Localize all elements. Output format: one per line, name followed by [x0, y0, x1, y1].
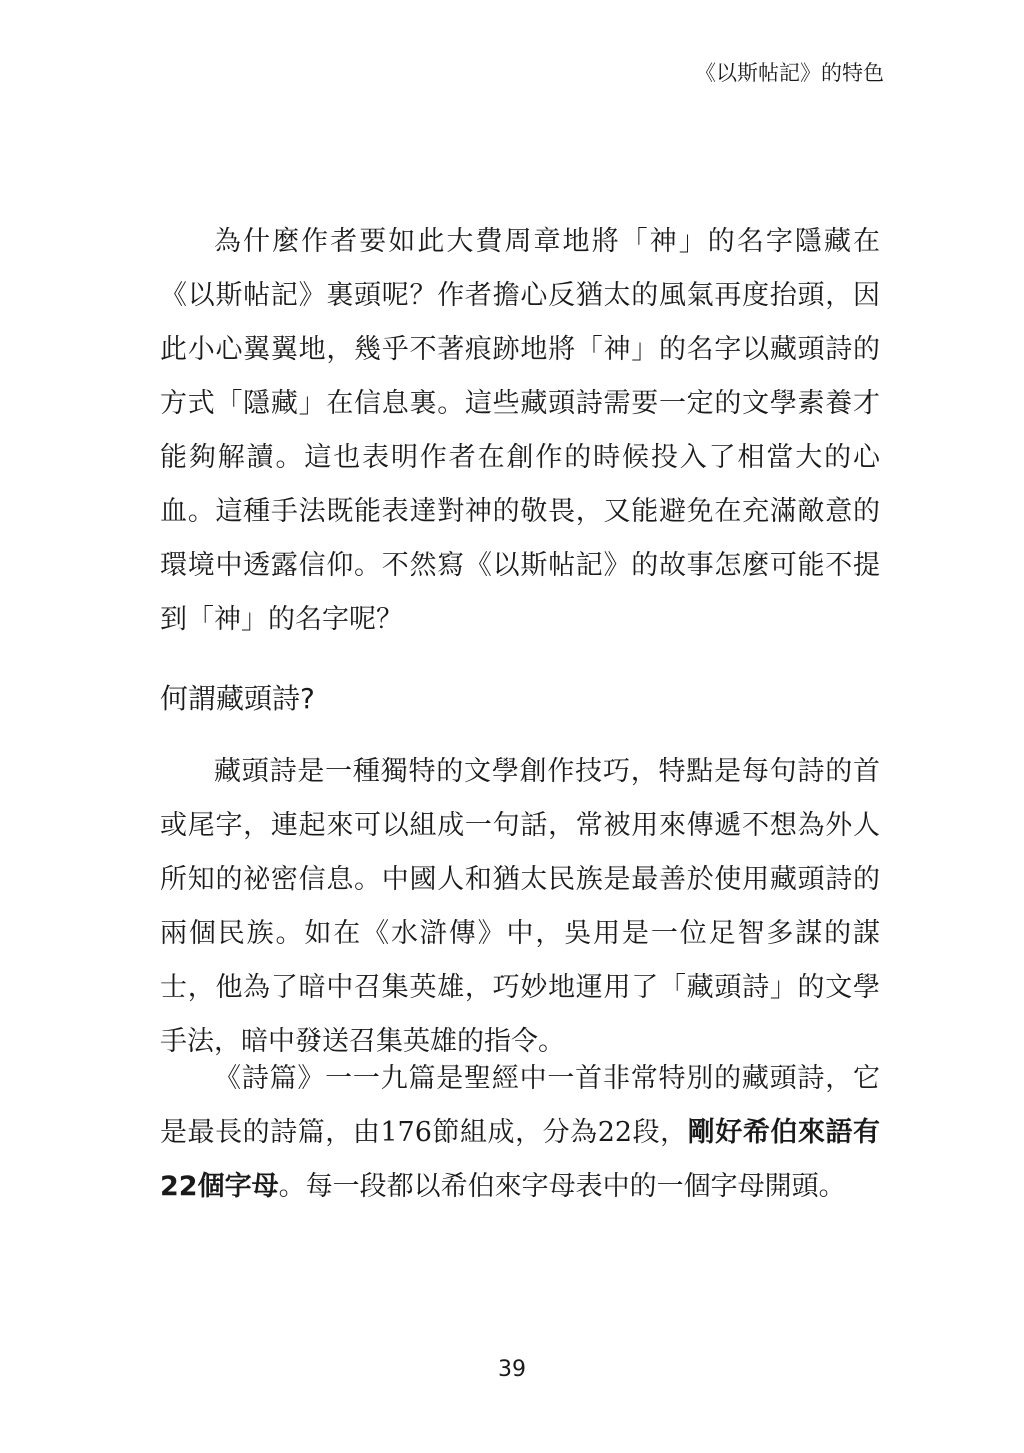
body-paragraph-acrostic-definition: 藏頭詩是一種獨特的文學創作技巧，特點是每句詩的首或尾字，連起來可以組成一句話，常被用來傳遞不想為外人所知的祕密信息。中國人和猶太民族是最善於使用藏頭詩的兩個民族。如在《水滸傳》中，吳用是一位足智多謀的謀士，他為了暗中召集英雄，巧妙地運用了「藏頭詩」的文學手法，暗中發送召集英雄的指令。 — [160, 756, 880, 1057]
body-paragraph-psalm-119 — [160, 1052, 880, 1214]
psalm-text-part1: 《詩篇》一一九篇是聖經中一首非常特別的藏頭詩，它是最長的詩篇，由176節組成，分為22段， — [160, 1063, 880, 1148]
running-header: 《以斯帖記》的特色 — [695, 61, 884, 85]
psalm-text-part2: 。每一段都以希伯來字母表中的一個字母開頭。 — [278, 1171, 846, 1202]
body-paragraph-intro: 為什麼作者要如此大費周章地將「神」的名字隱藏在《以斯帖記》裏頭呢？作者擔心反猶太的風氣再度抬頭，因此小心翼翼地，幾乎不著痕跡地將「神」的名字以藏頭詩的方式「隱藏」在信息裏。這些藏頭詩需要一定的文學素養才能夠解讀。這也表明作者在創作的時候投入了相當大的心血。這種手法既能表達對神的敬畏，又能避免在充滿敵意的環境中透露信仰。不然寫《以斯帖記》的故事怎麼可能不提到「神」的名字呢？ — [160, 226, 880, 635]
emphasis-text: 剛好希伯來語有22個字母 — [160, 1117, 881, 1202]
page-number: 39 — [498, 1357, 526, 1382]
section-heading: 何謂藏頭詩? — [160, 682, 315, 715]
